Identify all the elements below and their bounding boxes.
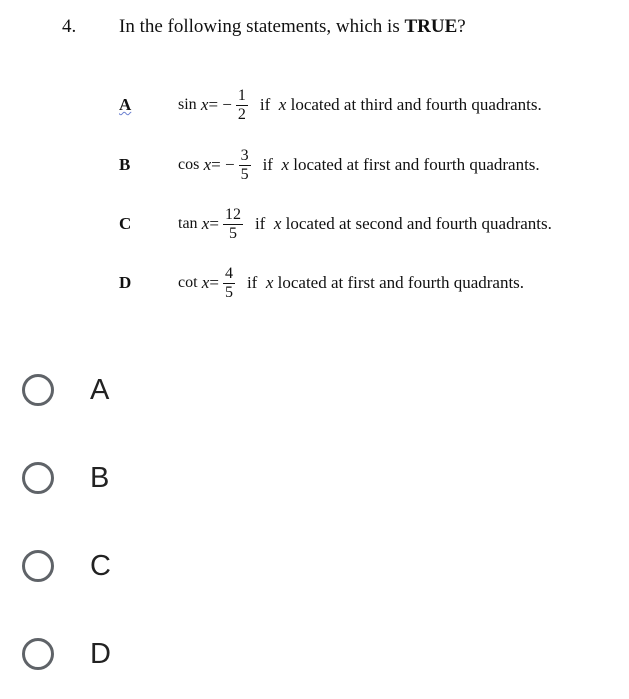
condition-variable: x [278, 95, 287, 114]
question-text-end: ? [457, 16, 466, 37]
statement-c [119, 199, 552, 249]
numerator: 3 [240, 146, 249, 164]
condition-variable: x [265, 273, 274, 292]
radio-button-b[interactable] [22, 462, 54, 494]
numerator: 1 [237, 86, 246, 104]
variable: x [200, 95, 209, 114]
condition-text: located at first and fourth quadrants. [293, 155, 540, 174]
condition-variable: x [273, 214, 282, 233]
condition-variable: x [281, 155, 289, 174]
if-word: if [262, 155, 273, 174]
option-label: A [90, 373, 110, 406]
equals-sign: = [209, 214, 219, 233]
function-name: cos [178, 156, 200, 173]
fraction [239, 147, 251, 184]
statement-letter: C [119, 214, 132, 233]
numerator: 4 [224, 264, 233, 282]
variable: x [203, 155, 212, 174]
statement-letter: D [119, 273, 132, 292]
radio-button-c[interactable] [22, 550, 54, 582]
condition-text: located at second and fourth quadrants. [285, 214, 552, 233]
question-text [119, 16, 466, 38]
question-text-emphasis: TRUE [404, 16, 458, 37]
statement-a [119, 80, 542, 130]
fraction [223, 206, 243, 243]
variable: x [201, 273, 210, 292]
option-d[interactable] [22, 632, 111, 676]
fraction [236, 87, 248, 124]
if-word: if [246, 273, 258, 292]
function-name: cot [178, 274, 198, 291]
option-label: D [90, 637, 111, 670]
equals-sign: = [209, 273, 219, 292]
option-b[interactable] [22, 456, 109, 500]
question-number: 4. [62, 16, 77, 37]
option-label: B [90, 461, 110, 494]
denominator: 2 [237, 105, 246, 123]
function-name: sin [178, 96, 197, 113]
function-name: tan [178, 215, 198, 232]
fraction [223, 265, 235, 302]
condition-text: located at third and fourth quadrants. [290, 95, 542, 114]
variable: x [201, 214, 210, 233]
if-word: if [259, 95, 271, 114]
condition-text: located at first and fourth quadrants. [277, 273, 525, 292]
denominator: 5 [240, 165, 249, 183]
statement-letter: B [119, 155, 131, 174]
option-a[interactable] [22, 368, 109, 412]
radio-button-a[interactable] [22, 374, 54, 406]
if-word: if [254, 214, 266, 233]
equals-sign: = − [208, 95, 232, 114]
equals-sign: = − [211, 155, 235, 174]
option-c[interactable] [22, 544, 111, 588]
statement-b [119, 140, 540, 190]
statement-d [119, 258, 524, 308]
question-text-start: In the following statements, which is [119, 16, 405, 37]
denominator: 5 [228, 224, 237, 242]
statement-letter: A [119, 95, 132, 114]
denominator: 5 [224, 283, 233, 301]
radio-button-d[interactable] [22, 638, 54, 670]
numerator: 12 [224, 205, 241, 223]
option-label: C [90, 549, 111, 582]
